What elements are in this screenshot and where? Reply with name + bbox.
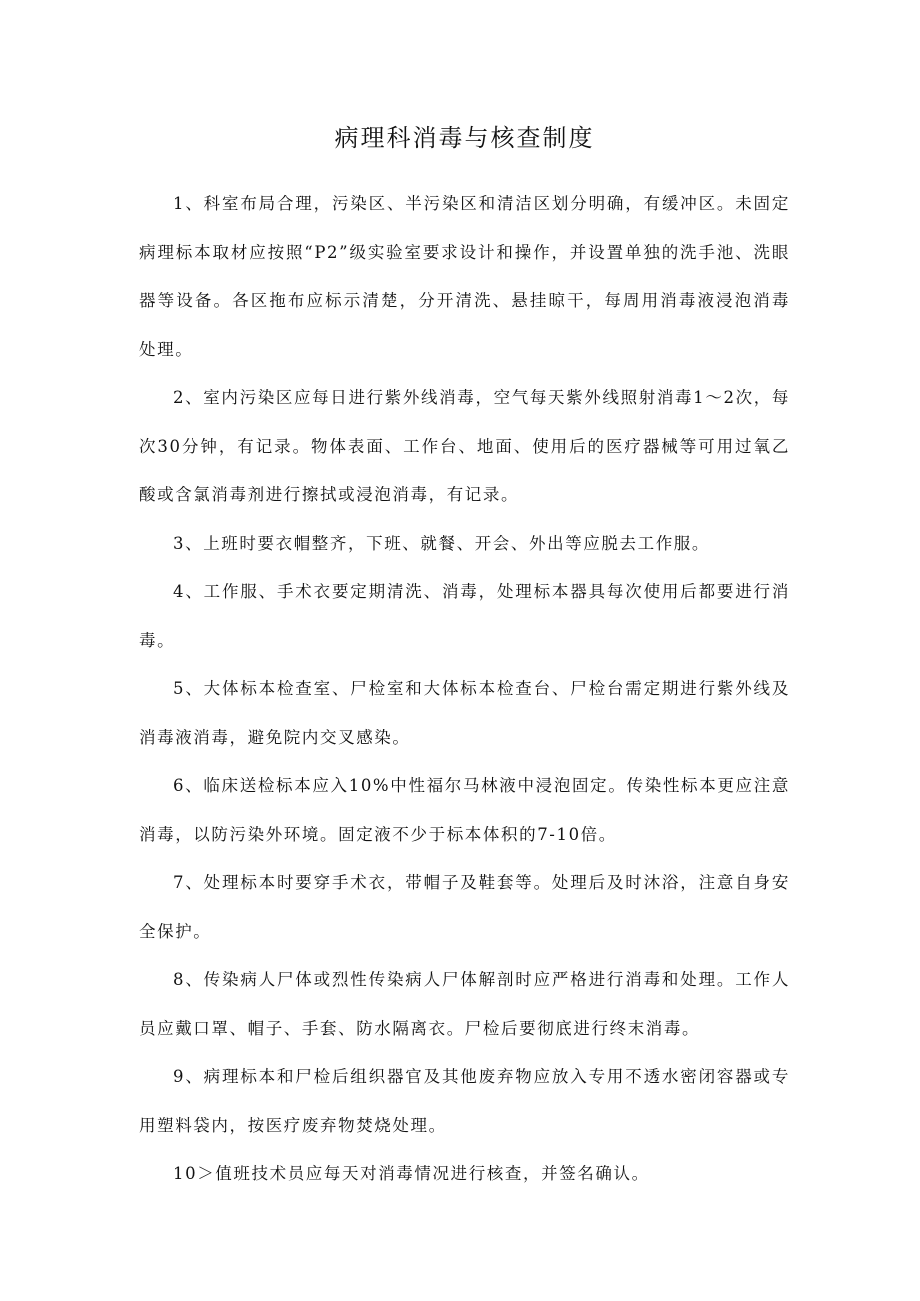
paragraph-5: 5、大体标本检查室、尸检室和大体标本检查台、尸检台需定期进行紫外线及消毒液消毒，避免院内交叉感染。 [139,679,790,747]
document-title: 病理科消毒与核查制度 [334,124,595,152]
paragraph-6: 6、临床送检标本应入10%中性福尔马林液中浸泡固定。传染性标本更应注意消毒，以防污染外环境。固定液不少于标本体积的7-10倍。 [139,776,790,844]
paragraph-4: 4、工作服、手术衣要定期清洗、消毒，处理标本器具每次使用后都要进行消毒。 [139,582,790,650]
paragraph-9: 9、病理标本和尸检后组织器官及其他废弃物应放入专用不透水密闭容器或专用塑料袋内，按医疗废弃物焚烧处理。 [139,1067,790,1135]
paragraph-7: 7、处理标本时要穿手术衣，带帽子及鞋套等。处理后及时沐浴，注意自身安全保护。 [139,873,790,941]
paragraph-1: 1、科室布局合理，污染区、半污染区和清洁区划分明确，有缓冲区。未固定病理标本取材应按照“P2”级实验室要求设计和操作，并设置单独的洗手池、洗眼器等设备。各区拖布应标示清楚，分开清洗、悬挂晾干，每周用消毒液浸泡消毒处理。 [139,194,790,359]
paragraph-3: 3、上班时要衣帽整齐，下班、就餐、开会、外出等应脱去工作服。 [173,533,710,553]
paragraph-2: 2、室内污染区应每日进行紫外线消毒，空气每天紫外线照射消毒1～2次，每次30分钟，有记录。物体表面、工作台、地面、使用后的医疗器械等可用过氧乙酸或含氯消毒剂进行擦拭或浸泡消毒，有记录。 [139,388,790,504]
paragraph-8: 8、传染病人尸体或烈性传染病人尸体解剖时应严格进行消毒和处理。工作人员应戴口罩、帽子、手套、防水隔离衣。尸检后要彻底进行终末消毒。 [139,970,790,1038]
paragraph-10: 10＞值班技术员应每天对消毒情况进行核查，并签名确认。 [173,1164,650,1183]
